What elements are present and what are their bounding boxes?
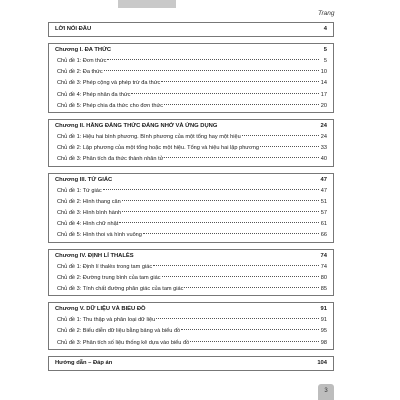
toc-entry-answers[interactable]	[55, 357, 327, 370]
toc-lesson-label: Chủ đề 2: Đa thức	[57, 69, 103, 76]
toc-chapter-page: 47	[320, 176, 327, 183]
toc-chapter-title: Chương IV. ĐỊNH LÍ THALÈS	[55, 252, 134, 259]
toc-chapter-page: 5	[323, 47, 327, 53]
toc-lesson-page: 20	[320, 102, 327, 109]
toc-lesson-entry[interactable]	[55, 338, 327, 349]
leader-dots	[119, 222, 319, 223]
toc-lesson-label: Chủ đề 3: Phân tích đa thức thành nhân tử	[57, 156, 164, 163]
leader-dots	[164, 157, 319, 158]
toc-lesson-label: Chủ đề 3: Hình bình hành	[57, 210, 122, 217]
toc-lesson-page: 80	[320, 274, 327, 281]
toc-lesson-label: Chủ đề 1: Định lí thalès trong tam giác	[57, 263, 153, 270]
leader-dots	[131, 93, 319, 94]
toc-chapter-title: Chương I. ĐA THỨC	[55, 47, 112, 53]
toc-lesson-entry[interactable]	[55, 154, 327, 165]
toc-lesson-label: Chủ đề 3: Phân tích số liệu thống kê dựa vào biểu đồ	[57, 339, 190, 346]
toc-lesson-entry[interactable]	[55, 326, 327, 337]
toc-lesson-label: Chủ đề 2: Lập phương của một tổng hoặc một hiệu. Tổng và hiệu hai lập phương	[57, 145, 259, 152]
toc-lesson-page: 95	[320, 328, 327, 335]
toc-lesson-entry[interactable]	[55, 132, 327, 143]
toc-lesson-label: Chủ đề 4: Hình chữ nhật	[57, 221, 119, 228]
toc-lesson-entry[interactable]	[55, 219, 327, 230]
toc-lesson-entry[interactable]	[55, 208, 327, 219]
toc-chapter-heading[interactable]	[55, 174, 327, 186]
leader-dots	[184, 287, 319, 288]
toc-chapter-heading[interactable]	[55, 250, 327, 262]
toc-lesson-entry[interactable]	[55, 78, 327, 89]
toc-chapter-box	[48, 249, 334, 297]
leader-dots	[122, 200, 319, 201]
toc-lesson-page: 57	[320, 210, 327, 217]
toc-chapter-box	[48, 302, 334, 350]
toc-lesson-page: 5	[323, 58, 327, 64]
toc-chapter-page: 91	[320, 306, 327, 313]
leader-dots	[190, 341, 319, 342]
toc-lesson-label: Chủ đề 5: Hình thoi và hình vuông	[57, 232, 142, 239]
toc-chapter-box	[48, 119, 334, 167]
leader-dots	[103, 189, 319, 190]
chapters-list	[48, 43, 334, 350]
toc-lesson-page: 61	[320, 221, 327, 228]
leader-dots	[153, 265, 319, 266]
page-column-header: Trang	[318, 10, 335, 17]
toc-lesson-entry[interactable]	[55, 56, 327, 67]
top-tab-decoration	[118, 0, 176, 8]
toc-lesson-label: Chủ đề 3: Tính chất đường phân giác của tam giác	[57, 286, 184, 293]
toc-lesson-entry[interactable]	[55, 284, 327, 295]
toc-lesson-label: Chủ đề 1: Hiệu hai bình phương. Bình phương của một tổng hay một hiệu	[57, 134, 241, 141]
toc-lesson-page: 91	[320, 317, 327, 324]
toc-lesson-entry[interactable]	[55, 90, 327, 101]
toc-lesson-label: Chủ đề 1: Tứ giác	[57, 187, 102, 194]
leader-dots	[161, 81, 319, 82]
leader-dots	[242, 135, 319, 136]
toc-lesson-entry[interactable]	[55, 273, 327, 284]
toc-lesson-label: Chủ đề 3: Phép cộng và phép trừ đa thức	[57, 80, 161, 87]
toc-lesson-label: Chủ đề 2: Biểu diễn dữ liệu bằng bảng và biểu đồ	[57, 328, 181, 335]
leader-dots	[181, 329, 319, 330]
toc-lesson-entry[interactable]	[55, 143, 327, 154]
toc-lesson-page: 40	[320, 156, 327, 163]
toc-chapter-page: 24	[320, 123, 327, 130]
toc-lesson-entry[interactable]	[55, 186, 327, 197]
toc-chapter-box	[48, 43, 334, 113]
toc-lesson-label: Chủ đề 1: Thu thập và phân loại dữ liệu	[57, 317, 156, 324]
toc-chapter-title: Chương V. DỮ LIỆU VÀ BIỂU ĐỒ	[55, 306, 146, 313]
toc-lesson-label: Chủ đề 1: Đơn thức	[57, 58, 107, 64]
toc-lesson-entry[interactable]	[55, 262, 327, 273]
page-number-badge: 3	[318, 384, 334, 400]
leader-dots	[122, 211, 319, 212]
table-of-contents	[48, 22, 334, 377]
toc-entry-label: Hướng dẫn – Đáp án	[55, 359, 113, 366]
toc-lesson-label: Chủ đề 2: Hình thang cân	[57, 198, 121, 205]
toc-chapter-title: Chương II. HẰNG ĐẲNG THỨC ĐÁNG NHỚ VÀ ỨNG DỤNG	[55, 123, 218, 130]
toc-lesson-page: 74	[320, 263, 327, 270]
toc-lesson-page: 85	[320, 286, 327, 293]
toc-lesson-page: 66	[320, 232, 327, 239]
toc-lesson-page: 24	[320, 134, 327, 141]
toc-lesson-entry[interactable]	[55, 101, 327, 112]
toc-lesson-entry[interactable]	[55, 67, 327, 78]
toc-lesson-page: 14	[320, 80, 327, 87]
leader-dots	[156, 318, 319, 319]
toc-lesson-label: Chủ đề 2: Đường trung bình của tam giác	[57, 274, 161, 281]
toc-entry-page: 4	[323, 26, 327, 32]
toc-lesson-entry[interactable]	[55, 230, 327, 241]
toc-chapter-heading[interactable]	[55, 303, 327, 315]
toc-chapter-heading[interactable]	[55, 120, 327, 132]
toc-entry-label: LỜI NÓI ĐẦU	[55, 26, 92, 32]
toc-preface-box	[48, 22, 334, 37]
toc-lesson-page: 10	[320, 69, 327, 76]
toc-lesson-page: 98	[320, 339, 327, 346]
toc-lesson-entry[interactable]	[55, 197, 327, 208]
toc-lesson-page: 47	[320, 187, 327, 194]
toc-lesson-page: 17	[320, 91, 327, 98]
toc-lesson-label: Chủ đề 5: Phép chia đa thức cho đơn thức	[57, 102, 164, 109]
leader-dots	[107, 59, 319, 60]
toc-lesson-page: 51	[320, 198, 327, 205]
toc-lesson-page: 33	[320, 145, 327, 152]
toc-chapter-heading[interactable]	[55, 44, 327, 56]
toc-chapter-title: Chương III. TỨ GIÁC	[55, 176, 113, 183]
leader-dots	[260, 146, 319, 147]
toc-answers-box	[48, 356, 334, 371]
leader-dots	[143, 233, 319, 234]
toc-lesson-label: Chủ đề 4: Phép nhân đa thức	[57, 91, 131, 98]
leader-dots	[162, 276, 320, 277]
toc-entry-page: 104	[317, 359, 327, 366]
toc-chapter-page: 74	[320, 252, 327, 259]
leader-dots	[164, 104, 319, 105]
toc-chapter-box	[48, 173, 334, 243]
toc-entry-preface[interactable]	[55, 23, 327, 36]
toc-lesson-entry[interactable]	[55, 315, 327, 326]
leader-dots	[104, 70, 319, 71]
